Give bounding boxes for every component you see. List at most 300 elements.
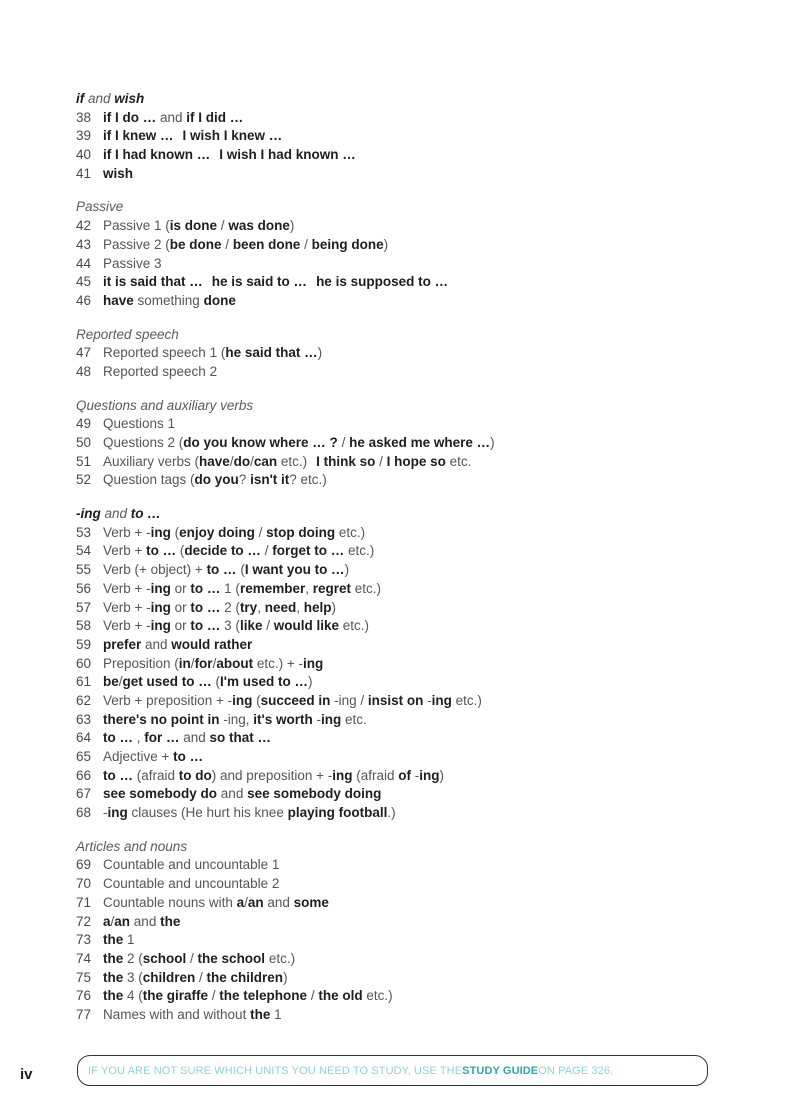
unit-entry[interactable]	[76, 255, 736, 274]
unit-number: 53	[76, 524, 92, 540]
unit-title	[103, 655, 736, 674]
bold-term: playing football	[287, 805, 388, 821]
bold-term: it is said that …	[103, 274, 203, 290]
bold-term: being done	[311, 236, 384, 252]
unit-entry[interactable]	[76, 599, 736, 618]
bold-term: a	[236, 894, 245, 910]
unit-title	[103, 748, 736, 767]
text-fragment: Articles and nouns	[76, 838, 188, 854]
unit-entry[interactable]	[76, 969, 736, 988]
text-fragment: and	[179, 730, 210, 746]
bold-term: about	[216, 655, 254, 671]
unit-title	[103, 599, 736, 618]
text-fragment: and	[156, 109, 187, 125]
bold-term: he said that …	[225, 345, 318, 361]
text-fragment: Names with and without	[103, 1006, 251, 1022]
unit-number: 51	[76, 453, 92, 469]
table-of-contents	[76, 90, 736, 1040]
text-fragment: /	[307, 988, 319, 1004]
unit-entry[interactable]	[76, 165, 736, 184]
unit-entry[interactable]	[76, 987, 736, 1006]
bold-term: the	[103, 969, 124, 985]
unit-entry[interactable]	[76, 415, 736, 434]
contents-section	[76, 326, 736, 382]
contents-section	[76, 505, 736, 823]
unit-title	[103, 969, 736, 988]
unit-title	[103, 617, 736, 636]
unit-title	[103, 217, 736, 236]
unit-number: 65	[76, 749, 92, 764]
text-fragment: )	[317, 345, 323, 361]
bold-term: it's worth	[253, 711, 313, 727]
bold-term: ing	[419, 767, 440, 783]
text-fragment: /	[208, 988, 220, 1004]
text-fragment: ,	[305, 580, 313, 596]
bold-term: need	[264, 599, 297, 615]
unit-title	[103, 987, 736, 1006]
bold-term: to do	[178, 767, 212, 783]
bold-term: remember	[239, 580, 306, 596]
text-fragment: Auxiliary verbs (	[103, 453, 200, 469]
text-fragment: 2 (	[123, 950, 143, 966]
text-fragment: )	[331, 599, 337, 615]
text-fragment: /	[110, 913, 115, 929]
unit-number: 63	[76, 711, 92, 727]
bold-term: do you know where … ?	[183, 435, 338, 450]
unit-number: 47	[76, 345, 92, 361]
bold-term: have	[103, 292, 134, 308]
unit-number: 59	[76, 636, 92, 652]
text-fragment: /	[254, 524, 267, 540]
bold-term: forget to …	[272, 543, 345, 559]
bold-term: ing	[232, 692, 253, 708]
unit-entry[interactable]	[76, 236, 736, 255]
bold-term: in	[178, 655, 191, 671]
text-fragment: -ing /	[330, 692, 368, 708]
bold-term: ing	[320, 711, 342, 727]
bold-term: to …	[173, 749, 204, 764]
text-fragment: -	[423, 692, 432, 708]
text-fragment: Question tags (	[103, 472, 195, 488]
bold-term: was done	[228, 218, 290, 234]
bold-term: ing	[150, 524, 171, 540]
unit-entry[interactable]	[76, 292, 736, 311]
unit-title	[103, 767, 736, 786]
unit-number: 48	[76, 363, 92, 379]
text-fragment: (	[236, 562, 245, 578]
unit-number: 64	[76, 730, 92, 746]
text-fragment: and	[263, 894, 294, 910]
unit-number: 61	[76, 674, 92, 690]
bold-term: an	[114, 913, 131, 929]
unit-entry[interactable]	[76, 363, 736, 382]
bold-term: to …	[103, 767, 133, 783]
bold-term: enjoy doing	[179, 524, 255, 540]
text-fragment: Passive 2 (	[103, 236, 170, 252]
contents-section	[76, 90, 736, 183]
unit-entry[interactable]	[76, 673, 736, 692]
text-fragment: 1	[123, 932, 135, 948]
bold-term: if	[76, 91, 85, 106]
unit-title	[103, 785, 736, 804]
text-fragment: Countable and uncountable 2	[103, 876, 280, 892]
bold-term: so that …	[209, 730, 272, 746]
text-fragment: etc.)	[265, 950, 296, 966]
text-fragment: )	[344, 562, 350, 578]
bold-term: like	[239, 618, 263, 634]
text-fragment: Verb + -	[103, 599, 151, 615]
unit-number: 43	[76, 236, 92, 252]
bold-term: do	[233, 453, 251, 469]
bold-term: to …	[190, 599, 221, 615]
text-fragment: -	[312, 711, 321, 727]
unit-number: 69	[76, 857, 92, 873]
unit-title	[103, 255, 736, 274]
text-fragment: 3 (	[220, 618, 240, 634]
text-fragment: Verb + -	[103, 524, 151, 540]
bold-term: I hope so	[386, 453, 446, 469]
unit-title	[103, 875, 736, 894]
bold-term: if I knew …	[103, 128, 174, 144]
unit-number: 54	[76, 543, 92, 559]
bold-term: ing	[431, 692, 452, 708]
bold-term: school	[142, 950, 187, 966]
unit-title	[103, 636, 736, 655]
section-title	[76, 198, 736, 217]
unit-title	[103, 580, 736, 599]
unit-title	[103, 931, 736, 950]
unit-number: 68	[76, 805, 92, 821]
unit-title	[103, 524, 736, 543]
text-fragment: Countable nouns with	[103, 894, 237, 910]
bold-term: ing	[150, 580, 171, 596]
text-fragment: ) and preposition + -	[211, 767, 333, 783]
section-title	[76, 397, 736, 416]
unit-number: 77	[76, 1006, 92, 1022]
study-guide-note	[77, 1055, 708, 1086]
text-fragment: /	[195, 969, 207, 985]
unit-title	[103, 434, 736, 453]
unit-entry[interactable]	[76, 561, 736, 580]
bold-term: the	[103, 950, 124, 966]
bold-term: decide to …	[184, 543, 261, 559]
unit-title	[103, 127, 736, 146]
bold-term: try	[239, 599, 258, 615]
unit-number: 57	[76, 599, 92, 615]
bold-term: to …	[190, 580, 221, 596]
unit-title	[103, 363, 736, 382]
text-fragment: etc.)	[344, 543, 375, 559]
unit-title	[103, 344, 736, 363]
bold-term: would like	[273, 618, 339, 634]
bold-term: ing	[332, 767, 353, 783]
bold-term: the	[160, 913, 181, 929]
unit-number: 73	[76, 932, 92, 948]
text-fragment: Verb +	[103, 543, 147, 559]
text-fragment: (afraid	[133, 767, 179, 783]
bold-term: do you	[194, 472, 239, 488]
text-fragment: )	[283, 969, 288, 985]
bold-term: stop doing	[266, 524, 336, 540]
unit-number: 49	[76, 416, 92, 432]
text-fragment: and	[130, 913, 161, 929]
text-fragment: Verb + preposition + -	[103, 692, 233, 708]
text-fragment: etc.)	[362, 988, 393, 1004]
bold-term: for	[194, 655, 213, 671]
text-fragment: Preposition (	[103, 655, 179, 671]
unit-title	[103, 542, 736, 561]
unit-number: 55	[76, 562, 92, 578]
text-fragment: /	[250, 453, 254, 469]
bold-term: there's no point in	[103, 711, 220, 727]
bold-term: if I do …	[103, 109, 157, 125]
bold-term: I wish I knew …	[182, 128, 283, 144]
bold-term: if I did …	[186, 109, 244, 125]
text-fragment: and	[100, 506, 131, 522]
text-fragment: 1 (	[220, 580, 240, 596]
bold-term: the	[250, 1006, 271, 1022]
unit-entry[interactable]	[76, 804, 736, 823]
bold-term: regret	[312, 580, 352, 596]
text-fragment: /	[221, 236, 233, 252]
bold-term: a	[103, 913, 111, 929]
unit-entry[interactable]	[76, 767, 736, 786]
bold-term: the children	[206, 969, 284, 985]
text-fragment: and	[217, 786, 248, 802]
text-fragment: or	[170, 580, 191, 596]
unit-title	[103, 913, 736, 932]
unit-entry[interactable]	[76, 711, 736, 730]
study-guide-note-text: IF YOU ARE NOT SURE WHICH UNITS YOU NEED TO STUDY, USE THE	[88, 1064, 463, 1077]
text-fragment: (	[252, 692, 261, 708]
unit-title	[103, 1006, 736, 1025]
bold-term: -ing	[76, 506, 101, 522]
bold-term: help	[303, 599, 332, 615]
unit-entry[interactable]	[76, 471, 736, 490]
bold-term: I want you to …	[244, 562, 345, 578]
bold-term: he is supposed to …	[316, 274, 449, 290]
bold-term: to …	[206, 562, 237, 578]
bold-term: wish	[103, 165, 134, 181]
unit-title	[103, 292, 736, 311]
bold-term: I wish I had known …	[219, 147, 356, 163]
bold-term: to …	[103, 730, 133, 746]
text-fragment: and	[84, 91, 115, 106]
bold-term: ing	[302, 655, 324, 671]
bold-term: the	[103, 932, 124, 948]
bold-term: be	[103, 674, 119, 690]
contents-section	[76, 838, 736, 1025]
unit-entry[interactable]	[76, 748, 736, 767]
unit-number: 62	[76, 692, 92, 708]
unit-title	[103, 804, 736, 823]
unit-title	[103, 692, 736, 711]
text-fragment: 3 (	[123, 969, 143, 985]
unit-number: 67	[76, 786, 92, 802]
bold-term: been done	[232, 236, 301, 252]
unit-entry[interactable]	[76, 617, 736, 636]
unit-entry[interactable]	[76, 344, 736, 363]
text-fragment: /	[212, 655, 217, 671]
text-fragment: .)	[387, 805, 396, 821]
bold-term: children	[142, 969, 196, 985]
unit-entry[interactable]	[76, 655, 736, 674]
unit-number: 72	[76, 913, 92, 929]
contents-section	[76, 198, 736, 310]
bold-term: succeed in	[260, 692, 331, 708]
unit-number: 52	[76, 472, 92, 488]
bold-term: have	[199, 453, 230, 469]
text-fragment: Reported speech	[76, 326, 179, 342]
unit-title	[103, 856, 736, 875]
unit-entry[interactable]	[76, 109, 736, 128]
unit-entry[interactable]	[76, 580, 736, 599]
text-fragment: or	[170, 618, 191, 634]
text-fragment: etc.)	[335, 524, 366, 540]
unit-title	[103, 453, 736, 472]
unit-number: 60	[76, 655, 92, 671]
text-fragment: -	[411, 767, 420, 783]
text-fragment: 4 (	[123, 988, 143, 1004]
bold-term: get used to …	[122, 674, 212, 690]
unit-number: 42	[76, 218, 92, 234]
unit-number: 76	[76, 988, 92, 1004]
unit-number: 38	[76, 109, 92, 125]
text-fragment: clauses (He hurt his knee	[127, 805, 288, 821]
text-fragment: Reported speech 1 (	[103, 345, 226, 361]
unit-entry[interactable]	[76, 931, 736, 950]
unit-entry[interactable]	[76, 1006, 736, 1025]
bold-term: the school	[197, 950, 266, 966]
text-fragment: ,	[257, 599, 265, 615]
unit-entry[interactable]	[76, 856, 736, 875]
bold-term: the giraffe	[142, 988, 209, 1004]
bold-term: he is said to …	[211, 274, 308, 290]
bold-term: can	[253, 453, 278, 469]
text-fragment: /	[190, 655, 195, 671]
unit-title	[103, 236, 736, 255]
unit-entry[interactable]	[76, 453, 736, 472]
text-fragment: (	[176, 543, 185, 559]
bold-term: prefer	[103, 636, 142, 652]
bold-term: the old	[318, 988, 363, 1004]
unit-entry[interactable]	[76, 913, 736, 932]
unit-entry[interactable]	[76, 636, 736, 655]
unit-entry[interactable]	[76, 524, 736, 543]
bold-term: to …	[146, 543, 177, 559]
text-fragment: etc.) + -	[253, 655, 303, 671]
bold-term: isn't it	[250, 472, 290, 488]
bold-term: wish	[114, 91, 145, 106]
unit-entry[interactable]	[76, 950, 736, 969]
bold-term: ing	[150, 618, 171, 634]
text-fragment: (	[170, 524, 180, 540]
text-fragment: )	[308, 674, 313, 690]
bold-term: some	[293, 894, 329, 910]
unit-title	[103, 415, 736, 434]
unit-entry[interactable]	[76, 894, 736, 913]
text-fragment: Verb (+ object) +	[103, 562, 207, 578]
unit-number: 50	[76, 435, 92, 450]
unit-entry[interactable]	[76, 542, 736, 561]
text-fragment: Questions 1	[103, 416, 176, 432]
text-fragment: etc.	[341, 711, 367, 727]
page-number: iv	[20, 1066, 33, 1083]
unit-title	[103, 273, 736, 292]
bold-term: see somebody do	[103, 786, 218, 802]
text-fragment: Reported speech 2	[103, 363, 218, 379]
text-fragment: /	[262, 618, 274, 634]
unit-number: 66	[76, 767, 92, 783]
text-fragment: etc.)	[351, 580, 382, 596]
unit-entry[interactable]	[76, 217, 736, 236]
bold-term: insist on	[367, 692, 424, 708]
text-fragment: /	[375, 453, 387, 469]
unit-title	[103, 109, 736, 128]
text-fragment: /	[118, 674, 123, 690]
text-fragment: (	[211, 674, 221, 690]
unit-number: 40	[76, 147, 92, 163]
unit-entry[interactable]	[76, 785, 736, 804]
bold-term: I think so	[316, 453, 376, 469]
text-fragment: ,	[296, 599, 304, 615]
unit-entry[interactable]	[76, 692, 736, 711]
unit-entry[interactable]	[76, 273, 736, 292]
bold-term: for …	[144, 730, 180, 746]
bold-term: an	[247, 894, 264, 910]
study-guide-link[interactable]: STUDY GUIDE	[462, 1064, 539, 1077]
text-fragment: )	[383, 236, 389, 252]
unit-entry[interactable]	[76, 729, 736, 748]
text-fragment: ? etc.)	[289, 472, 327, 488]
text-fragment: ?	[238, 472, 251, 488]
unit-title	[103, 894, 736, 913]
text-fragment: /	[260, 543, 273, 559]
text-fragment: Passive	[76, 199, 124, 215]
text-fragment: /	[337, 435, 350, 450]
text-fragment: Countable and uncountable 1	[103, 857, 280, 873]
study-guide-page: ON PAGE 326.	[538, 1064, 614, 1077]
unit-number: 45	[76, 274, 92, 290]
unit-number: 74	[76, 950, 92, 966]
section-title	[76, 326, 736, 345]
unit-entry[interactable]	[76, 146, 736, 165]
bold-term: of	[398, 767, 412, 783]
bold-term: he asked me where …	[349, 435, 491, 450]
bold-term: be done	[169, 236, 222, 252]
unit-title	[103, 729, 736, 748]
text-fragment: -ing,	[219, 711, 254, 727]
unit-number: 70	[76, 876, 92, 892]
unit-number: 44	[76, 255, 92, 271]
text-fragment: )	[289, 218, 295, 234]
unit-number: 41	[76, 165, 92, 181]
text-fragment: 2 (	[220, 599, 240, 615]
text-fragment: /	[300, 236, 312, 252]
section-title	[76, 90, 736, 109]
bold-term: to …	[190, 618, 221, 634]
unit-entry[interactable]	[76, 875, 736, 894]
text-fragment: Verb + -	[103, 580, 151, 596]
unit-number: 75	[76, 969, 92, 985]
bold-term: see somebody doing	[247, 786, 382, 802]
unit-entry[interactable]	[76, 127, 736, 146]
unit-entry[interactable]	[76, 434, 736, 453]
unit-title	[103, 165, 736, 184]
unit-number: 71	[76, 894, 92, 910]
text-fragment: (afraid	[352, 767, 399, 783]
text-fragment: something	[133, 292, 204, 308]
